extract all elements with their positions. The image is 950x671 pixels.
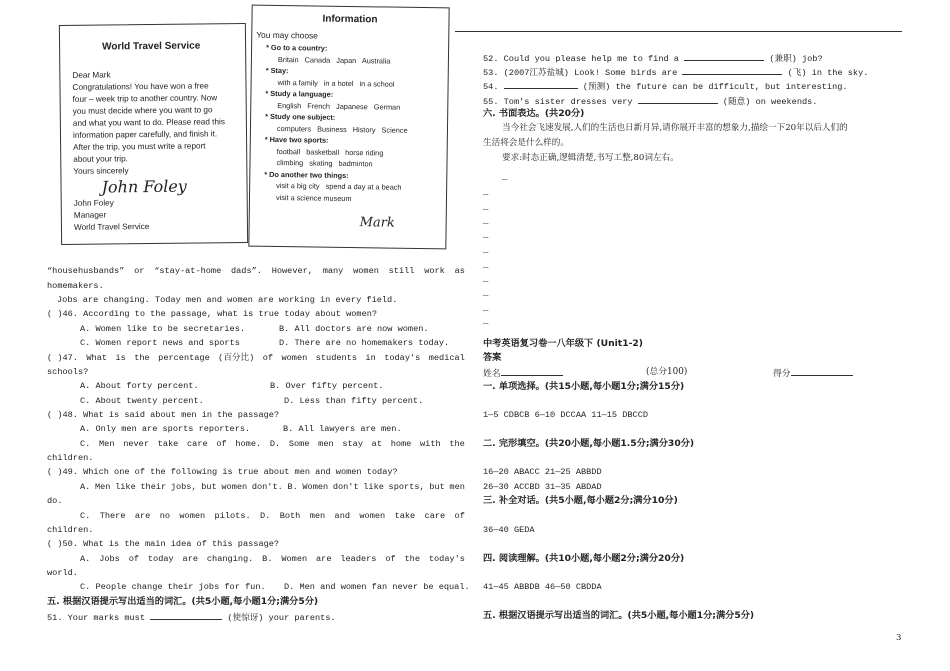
word: at <box>371 439 382 449</box>
word: don't. <box>251 482 283 492</box>
section-5-heading: 五. 根据汉语提示写出适当的词汇。(共5小题,每小题1分;满分5分) <box>47 596 319 607</box>
word: don't <box>332 482 359 492</box>
q47-opt-b: B. Over fifty percent. <box>270 381 384 391</box>
word: Both <box>279 511 301 521</box>
score-blank[interactable] <box>791 366 853 376</box>
info-section-options: visit a big city spend a day at a beach <box>276 180 402 192</box>
ans-section-3: 三. 补全对话。(共5小题,每小题2分;满分10分) <box>483 495 678 506</box>
info-card <box>248 5 449 250</box>
q46: ( )46. According to the passage, what is true today about women? <box>47 309 378 319</box>
q46-opts-ab: A. Women like to be secretaries. <box>80 324 246 334</box>
word: However, <box>271 266 313 276</box>
letter-line: After the trip, you must write a report <box>73 141 206 152</box>
writing-line[interactable]: _ <box>502 172 508 182</box>
word: changing. <box>206 554 254 564</box>
word: women <box>359 511 386 521</box>
letter-card <box>59 23 248 245</box>
q52: 52. Could you please help me to find a (兼职) job? <box>483 51 823 65</box>
name-blank[interactable] <box>501 366 563 376</box>
info-section-options: English French Japanese German <box>277 100 401 112</box>
word: Men <box>99 439 115 449</box>
writing-line[interactable]: _ <box>483 245 489 255</box>
info-sections <box>264 42 409 205</box>
word: as <box>454 266 465 276</box>
word: are <box>316 554 332 564</box>
word: leaders <box>340 554 377 564</box>
word: the <box>404 554 420 564</box>
q49: ( )49. Which one of the following is true about men and women today? <box>47 467 398 477</box>
section-6-heading: 六. 书面表达。(共20分) <box>483 108 585 119</box>
word: care <box>424 511 446 521</box>
letter-footer-line: World Travel Service <box>73 222 150 232</box>
word: men <box>449 482 465 492</box>
letter-line: and what you want to do. Please read this <box>72 117 225 128</box>
q50-opt-c: C. People change their jobs for fun. <box>80 582 266 592</box>
q50-opts-ab <box>80 553 465 565</box>
q51-blank[interactable] <box>150 610 222 620</box>
info-section-heading: * Stay: <box>265 65 289 76</box>
q47-opt-d: D. Less than fifty percent. <box>284 396 424 406</box>
left-p1b: homemakers. <box>47 281 104 291</box>
word: D. <box>260 511 271 521</box>
word: B. <box>262 554 273 564</box>
writing-line[interactable]: _ <box>483 288 489 298</box>
word: There <box>99 511 126 521</box>
word: Jobs <box>99 554 120 564</box>
section-6-requirements: 要求:时态正确,逻辑清楚,书写工整,80词左右。 <box>502 153 679 163</box>
left-p2: Jobs are changing. Today men and women are working in every field. <box>57 295 398 305</box>
info-section-heading: * Study a language: <box>265 88 334 99</box>
letter-line: about your trip. <box>73 154 128 164</box>
letter-line: Yours sincerely <box>73 166 129 176</box>
ans-section-1: 一. 单项选择。(共15小题,每小题1分;满分15分) <box>483 381 685 392</box>
word: is <box>115 353 126 363</box>
word: take <box>157 439 179 449</box>
info-section-options: visit a science museum <box>275 192 352 203</box>
info-section-heading: * Do another two things: <box>264 169 349 180</box>
writing-line[interactable]: _ <box>483 316 489 326</box>
answer-title: 中考英语复习卷一八年级下 (Unit1-2) <box>483 338 643 349</box>
q54-blank[interactable] <box>504 79 578 89</box>
word: A. <box>80 554 91 564</box>
q47-opt-c: C. About twenty percent. <box>80 396 204 406</box>
letter-footer <box>74 197 150 234</box>
word: C. <box>80 439 91 449</box>
ans-section-4: 四. 阅读理解。(共10小题,每小题2分;满分20分) <box>483 553 685 564</box>
info-title: Information <box>322 13 378 26</box>
word: with <box>420 439 441 449</box>
word: stay <box>342 439 363 449</box>
q46-opt-b: B. All doctors are now women. <box>279 324 429 334</box>
info-section-options: computers Business History Science <box>276 123 408 135</box>
word: “stay-at-home <box>154 266 222 276</box>
word: “househusbands” <box>47 266 125 276</box>
letter-line: Dear Mark <box>72 70 111 80</box>
word: their <box>140 482 167 492</box>
word: men <box>309 511 326 521</box>
word: percentage <box>158 353 210 363</box>
writing-line[interactable]: _ <box>483 216 489 226</box>
q48-opt-a: A. Only men are sports reporters. <box>80 424 251 434</box>
word: but <box>201 482 217 492</box>
q46-opts-cd: C. Women report news and sports <box>80 338 240 348</box>
answer-label: 答案 <box>483 352 502 363</box>
word: Men <box>94 482 111 492</box>
info-section-options: Britain Canada Japan Australia <box>277 54 391 66</box>
ans-section-1-keys: 1—5 CDBCB 6—10 DCCAA 11—15 DBCCD <box>483 410 649 420</box>
q48-opts-cd <box>80 438 465 450</box>
word: D. <box>269 439 281 449</box>
info-subtitle: You may choose <box>256 29 318 41</box>
info-signature: Mark <box>359 215 395 231</box>
word: students <box>315 353 357 363</box>
letter-line: information paper carefully, and finish it. <box>72 129 218 140</box>
ans-section-2-keys-a: 16—20 ABACC 21—25 ABBDD <box>483 467 602 477</box>
letter-line: Congratulations! You have won a free <box>72 81 209 92</box>
ans-section-2: 二. 完形填空。(共20小题,每小题1.5分;满分30分) <box>483 438 695 449</box>
word: What <box>86 353 108 363</box>
page-number: 3 <box>896 633 902 643</box>
word: many <box>322 266 344 276</box>
q47-opt-a: A. About forty percent. <box>80 381 199 391</box>
q50: ( )50. What is the main idea of this passage? <box>47 539 280 549</box>
ans-section-5: 五. 根据汉语提示写出适当的词汇。(共5小题,每小题1分;满分5分) <box>483 610 755 621</box>
ans-section-3-keys: 36—40 GEDA <box>483 525 535 535</box>
word: Some <box>288 439 310 449</box>
word: take <box>394 511 416 521</box>
info-section-heading: * Have two sports: <box>264 134 329 145</box>
word: still <box>388 266 415 276</box>
word: but <box>429 482 445 492</box>
top-rule <box>455 31 902 32</box>
word: women <box>221 482 248 492</box>
word: in <box>365 353 376 363</box>
word: women <box>353 266 379 276</box>
q46-opt-d: D. There are no homemakers today. <box>279 338 450 348</box>
word: like <box>363 482 384 492</box>
q54: 54. (预测) the future can be difficult, but interesting. <box>483 79 848 93</box>
writing-line[interactable]: _ <box>483 230 489 240</box>
writing-line[interactable]: _ <box>483 187 489 197</box>
word: like <box>115 482 136 492</box>
word: sports, <box>388 482 425 492</box>
writing-line[interactable]: _ <box>483 303 489 313</box>
word: the <box>134 353 150 363</box>
word: B. <box>287 482 298 492</box>
q49-cont: do. <box>47 496 63 506</box>
word: medical <box>428 353 465 363</box>
section-6-prompt-2: 生活将会是什么样的。 <box>483 138 569 148</box>
letter-body <box>72 68 225 178</box>
name-score-row: 姓名 (总分100) 得分 <box>483 366 903 380</box>
word: today's <box>428 554 465 564</box>
word: and <box>334 511 351 521</box>
word: women <box>281 353 308 363</box>
letter-footer-line: Manager <box>73 210 107 220</box>
info-section-heading: * Go to a country: <box>266 42 328 53</box>
word: of <box>262 353 274 363</box>
word: Women <box>281 554 308 564</box>
letter-footer-line: John Foley <box>73 198 114 208</box>
q50-opt-d: D. Men and women fan never be equal. <box>284 582 470 592</box>
info-section-options: climbing skating badminton <box>276 157 373 169</box>
q55: 55. Tom's sister dresses very (随意) on weekends. <box>483 94 817 108</box>
word: (百分比) <box>218 353 255 363</box>
ans-section-4-keys: 41—45 ABBDB 46—50 CBDDA <box>483 582 602 592</box>
word: today's <box>384 353 421 363</box>
q48: ( )48. What is said about men in the passage? <box>47 410 280 420</box>
word: never <box>123 439 149 449</box>
letter-title: World Travel Service <box>102 40 201 53</box>
word: of <box>216 439 227 449</box>
q49-opts-ab <box>80 481 465 493</box>
letter-line: you must decide where you want to go <box>72 105 213 116</box>
letter-line: four – week trip to another country. Now <box>72 93 218 104</box>
word: care <box>187 439 208 449</box>
info-section-options: football basketball horse riding <box>276 146 384 157</box>
word: pilots. <box>214 511 251 521</box>
word: jobs, <box>170 482 197 492</box>
q48-cont: children. <box>47 453 94 463</box>
word: are <box>182 554 199 564</box>
writing-line[interactable]: _ <box>483 202 489 212</box>
word: or <box>134 266 145 276</box>
word: of <box>385 554 396 564</box>
q52-blank[interactable] <box>684 51 764 61</box>
info-section-options: with a family in a hotel in a school <box>277 77 395 89</box>
word: women <box>179 511 206 521</box>
q51: 51. Your marks must (使惊讶) your parents. <box>47 610 336 624</box>
word: of <box>454 511 465 521</box>
word: dads”. <box>230 266 262 276</box>
word: C. <box>80 511 91 521</box>
section-6-prompt-1: 当今社会飞速发展,人们的生活也日新月异,请你展开丰富的想象力,描绘一下20年以后人们的 <box>502 123 848 133</box>
q53: 53. (2007江苏盐城) Look! Some birds are (飞) in the sky. <box>483 65 868 79</box>
q47-cont: schools? <box>47 367 89 377</box>
q47 <box>47 352 465 364</box>
q50-cont: world. <box>47 568 78 578</box>
left-p1a <box>47 265 465 277</box>
ans-section-2-keys-b: 26—30 ACCBD 31—35 ABDAD <box>483 482 602 492</box>
word: no <box>159 511 171 521</box>
word: home. <box>235 439 262 449</box>
word: of <box>128 554 140 564</box>
writing-line[interactable]: _ <box>483 260 489 270</box>
word: home <box>390 439 412 449</box>
letter-signature: John Foley <box>101 176 187 197</box>
word: Women <box>302 482 329 492</box>
info-section-heading: * Study one subject: <box>265 111 336 122</box>
q49-cont2: children. <box>47 525 94 535</box>
q48-opt-b: B. All lawyers are men. <box>283 424 402 434</box>
word: A. <box>80 482 91 492</box>
q53-blank[interactable] <box>682 65 782 75</box>
word: are <box>134 511 151 521</box>
q49-opts-cd <box>80 510 465 522</box>
word: work <box>424 266 445 276</box>
q55-blank[interactable] <box>638 94 718 104</box>
word: men <box>318 439 334 449</box>
word: ( )47. <box>47 353 78 363</box>
word: the <box>449 439 465 449</box>
word: today <box>147 554 174 564</box>
writing-line[interactable]: _ <box>483 274 489 284</box>
